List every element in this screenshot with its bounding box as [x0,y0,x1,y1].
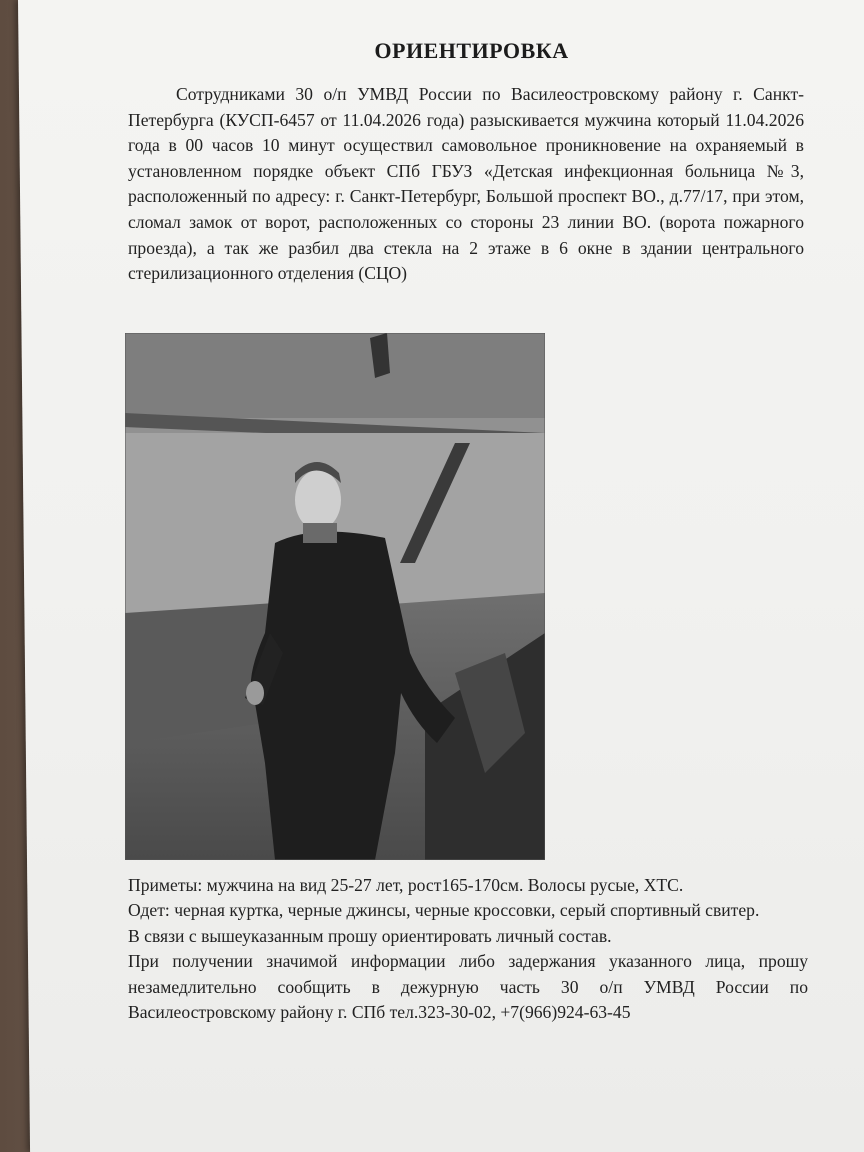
details-section [128,873,808,1025]
intro-paragraph: Сотрудниками 30 о/п УМВД России по Василеостровскому району г. Санкт-Петербурга (КУСП-6457 от 11.04.2026 года) разыскивается мужчина который 11.04.2026 года в 00 часов 10 минут осуществил самовольное проникновение на охраняемый в установленном порядке объект СПб ГБУЗ «Детская инфекционная больница №3, расположенный по адресу: г. Санкт-Петербург, Большой проспект ВО., д.77/17, при этом, сломал замок от ворот, расположенных со стороны 23 линии ВО. (ворота пожарного проезда), а так же разбил два стекла на 2 этаже в 6 окне в здании центрального стерилизационного отделения (СЦО) [128,84,804,284]
contact-paragraph: При получении значимой информации либо задержания указанного лица, прошу незамедлительно сообщить в дежурную часть 30 о/п УМВД России по Василеостровскому району г. СПб тел.323-30-02, +7(966)924-63-45 [128,951,808,1023]
clothing-line: Одет: черная куртка, черные джинсы, черные кроссовки, серый спортивный свитер. [128,900,760,921]
request-line: В связи с вышеуказанным прошу ориентировать личный состав. [128,925,612,946]
features-line: Приметы: мужчина на вид 25-27 лет, рост165-170см. Волосы русые, ХТС. [128,875,684,895]
document-title: ОРИЕНТИРОВКА [374,38,569,63]
suspect-photo [125,333,545,860]
